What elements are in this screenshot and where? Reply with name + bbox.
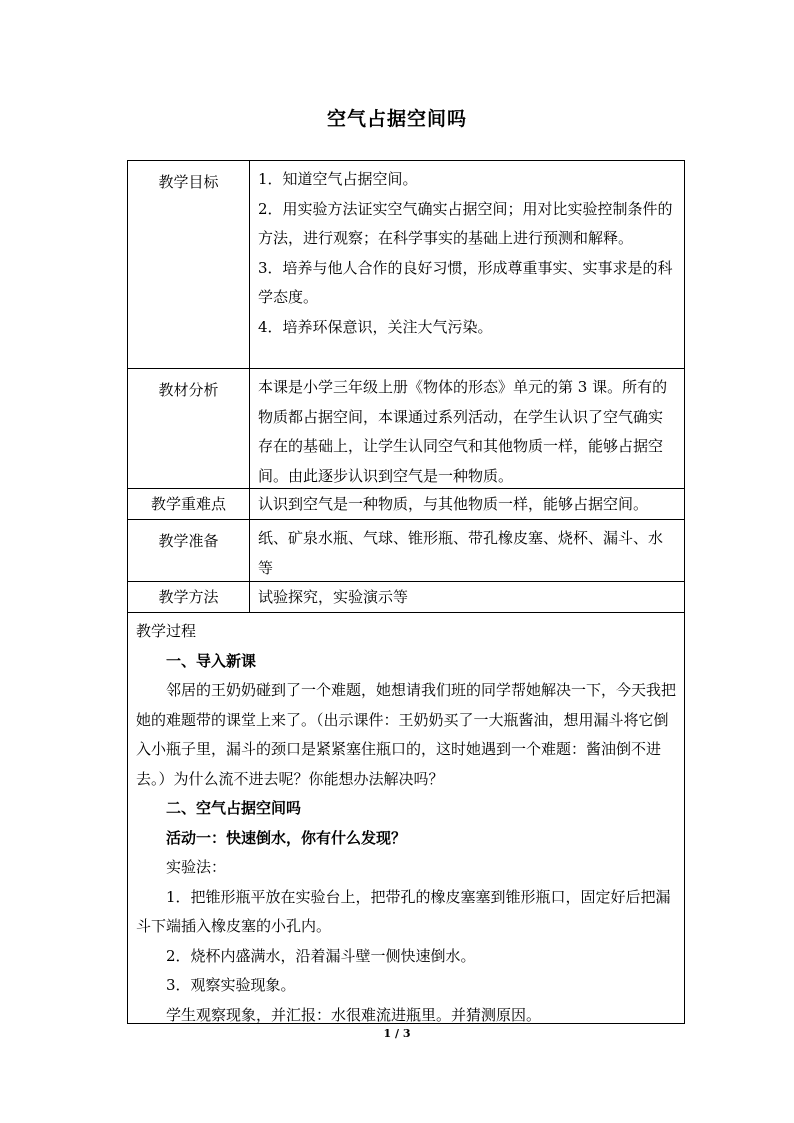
step-3: 3．观察实验现象。 — [166, 976, 296, 994]
key-points-text: 认识到空气是一种物质，与其他物质一样，能够占据空间。 — [258, 495, 649, 513]
page-number: 1 / 3 — [383, 1027, 411, 1040]
intro-paragraph: 邻居的王奶奶碰到了一个难题，她想请我们班的同学帮她解决一下，今天我把她的难题带的课堂上来了。（出示课件：王奶奶买了一大瓶酱油，想用漏斗将它倒入小瓶子里，漏斗的颈口是紧紧塞住瓶口的，这时她遇到一个难题：酱油倒不进去。）为什么流不进去呢？你能想办法解决吗？ — [136, 681, 677, 788]
goal-4: 4．培养环保意识，关注大气污染。 — [258, 317, 493, 336]
row-material-analysis — [128, 369, 684, 489]
row-preparation — [128, 520, 684, 582]
method-label: 实验法： — [166, 858, 227, 876]
row-label: 教学重难点 — [128, 489, 250, 519]
goal-3: 3．培养与他人合作的良好习惯，形成尊重事实、实事求是的科学态度。 — [258, 258, 673, 306]
row-teaching-process — [128, 613, 684, 1023]
section-heading-1: 一、导入新课 — [166, 651, 257, 670]
row-content — [250, 582, 684, 612]
process-heading: 教学过程 — [136, 622, 197, 640]
row-key-points — [128, 489, 684, 520]
process-content — [128, 613, 684, 1023]
row-content — [250, 161, 684, 368]
row-teaching-goals — [128, 161, 684, 369]
lesson-plan-table — [127, 160, 685, 1024]
step-2: 2．烧杯内盛满水，沿着漏斗壁一侧快速倒水。 — [166, 946, 476, 965]
goal-1: 1．知道空气占据空间。 — [258, 170, 418, 188]
activity-heading: 活动一：快速倒水，你有什么发现？ — [166, 828, 407, 847]
method-text: 试验探究，实验演示等 — [258, 588, 409, 606]
section-heading-2: 二、空气占据空间吗 — [166, 799, 302, 817]
row-label: 教学目标 — [128, 161, 250, 368]
page-title: 空气占据空间吗 — [326, 108, 467, 130]
row-label: 教学方法 — [128, 582, 250, 612]
row-content — [250, 520, 684, 581]
row-label: 教材分析 — [128, 369, 250, 488]
row-content — [250, 369, 684, 488]
row-label: 教学准备 — [128, 520, 250, 581]
analysis-text: 本课是小学三年级上册《物体的形态》单元的第 3 课。所有的物质都占据空间，本课通过系列活动，在学生认识了空气确实存在的基础上，让学生认同空气和其他物质一样，能够占据空间。由此逐步认识到空气是一种物质。 — [258, 378, 668, 485]
step-1: 1．把锥形瓶平放在实验台上，把带孔的橡皮塞塞到锥形瓶口，固定好后把漏斗下端插入橡皮塞的小孔内。 — [136, 887, 671, 935]
row-content — [250, 489, 684, 519]
row-method — [128, 582, 684, 613]
goal-2: 2．用实验方法证实空气确实占据空间；用对比实验控制条件的方法，进行观察；在科学事实的基础上进行预测和解释。 — [258, 199, 673, 247]
preparation-text: 纸、矿泉水瓶、气球、锥形瓶、带孔橡皮塞、烧杯、漏斗、水等 — [258, 529, 664, 577]
observation-text: 学生观察现象，并汇报：水很难流进瓶里。并猜测原因。 — [166, 1005, 542, 1024]
